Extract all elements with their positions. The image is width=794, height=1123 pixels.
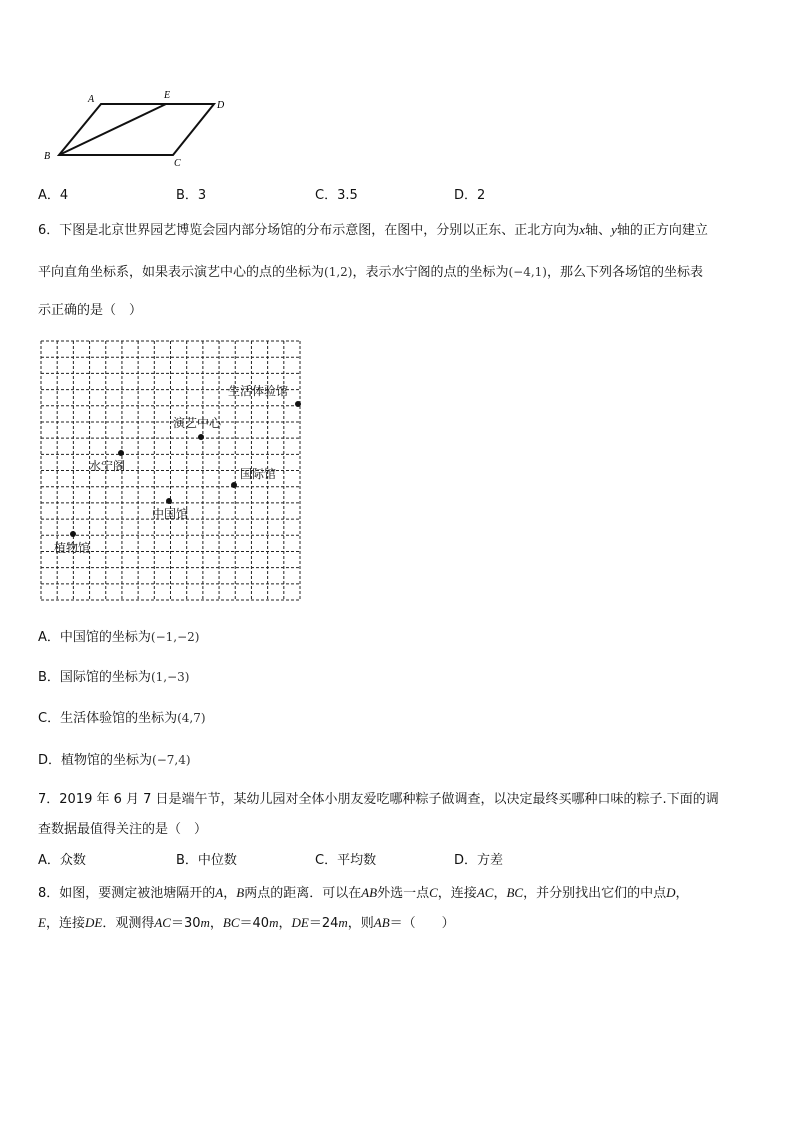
q6-stem-line1: 6．下图是北京世界园艺博览会园内部分场馆的分布示意图，在图中，分别以正东、正北方向为x轴、y轴的正方向建立 [38,222,708,238]
q6-stem-line2: 平向直角坐标系，如果表示演艺中心的点的坐标为(1,2)，表示水宁阁的点的坐标为(−4,1)，那么下列各场馆的坐标表 [38,265,704,280]
point-zhiwu [70,531,76,537]
parallelogram-figure [40,88,240,168]
q7-option-c[interactable]: C．平均数 [315,853,377,868]
parallelogram-shape [59,104,214,155]
q5-option-c[interactable]: C．3.5 [315,188,358,203]
label-C: C [174,158,181,168]
label-shuining: 水宁阁 [89,459,126,473]
point-guoji [231,482,237,488]
q7-option-b[interactable]: B．中位数 [176,853,237,868]
q7-option-d[interactable]: D．方差 [454,853,504,868]
label-D: D [217,100,225,111]
label-yanyi: 演艺中心 [173,416,222,430]
q7-option-a[interactable]: A．众数 [38,853,86,868]
label-zhiwu: 植物馆 [54,541,91,555]
label-E: E [164,90,171,101]
q8-stem-line2: E，连接DE．观测得AC＝30m，BC＝40m，DE＝24m，则AB＝（ ） [38,915,455,931]
point-yanyi [198,434,204,440]
q5-option-a[interactable]: A．4 [38,188,69,203]
q8-stem-line1: 8．如图，要测定被池塘隔开的A，B两点的距离．可以在AB外选一点C，连接AC，BC，并分别找出它们的中点D， [38,885,689,901]
segment-BE [59,104,166,155]
q5-option-b[interactable]: B．3 [176,188,207,203]
q6-option-b[interactable]: B．国际馆的坐标为(1,−3) [38,670,190,685]
label-shenghuo: 生活体验馆 [228,384,289,398]
q7-stem-line2: 查数据最值得关注的是（ ） [38,822,208,837]
q6-option-c[interactable]: C．生活体验馆的坐标为(4,7) [38,711,206,726]
venue-map [40,340,302,602]
q7-stem-line1: 7．2019 年 6 月 7 日是端午节，某幼儿园对全体小朋友爱吃哪种粽子做调查，以决定最终买哪种口味的粽子.下面的调 [38,792,719,807]
point-shuining [118,450,124,456]
q6-stem-line3: 示正确的是（ ） [38,303,143,318]
q6-option-a[interactable]: A．中国馆的坐标为(−1,−2) [38,630,200,645]
label-A: A [88,94,95,105]
point-shenghuo [295,401,301,407]
label-guoji: 国际馆 [240,467,277,481]
label-B: B [44,151,51,162]
q6-option-d[interactable]: D．植物馆的坐标为(−7,4) [38,753,191,768]
q5-option-d[interactable]: D．2 [454,188,486,203]
point-zhongguo [166,498,172,504]
label-zhongguo: 中国馆 [152,507,189,521]
